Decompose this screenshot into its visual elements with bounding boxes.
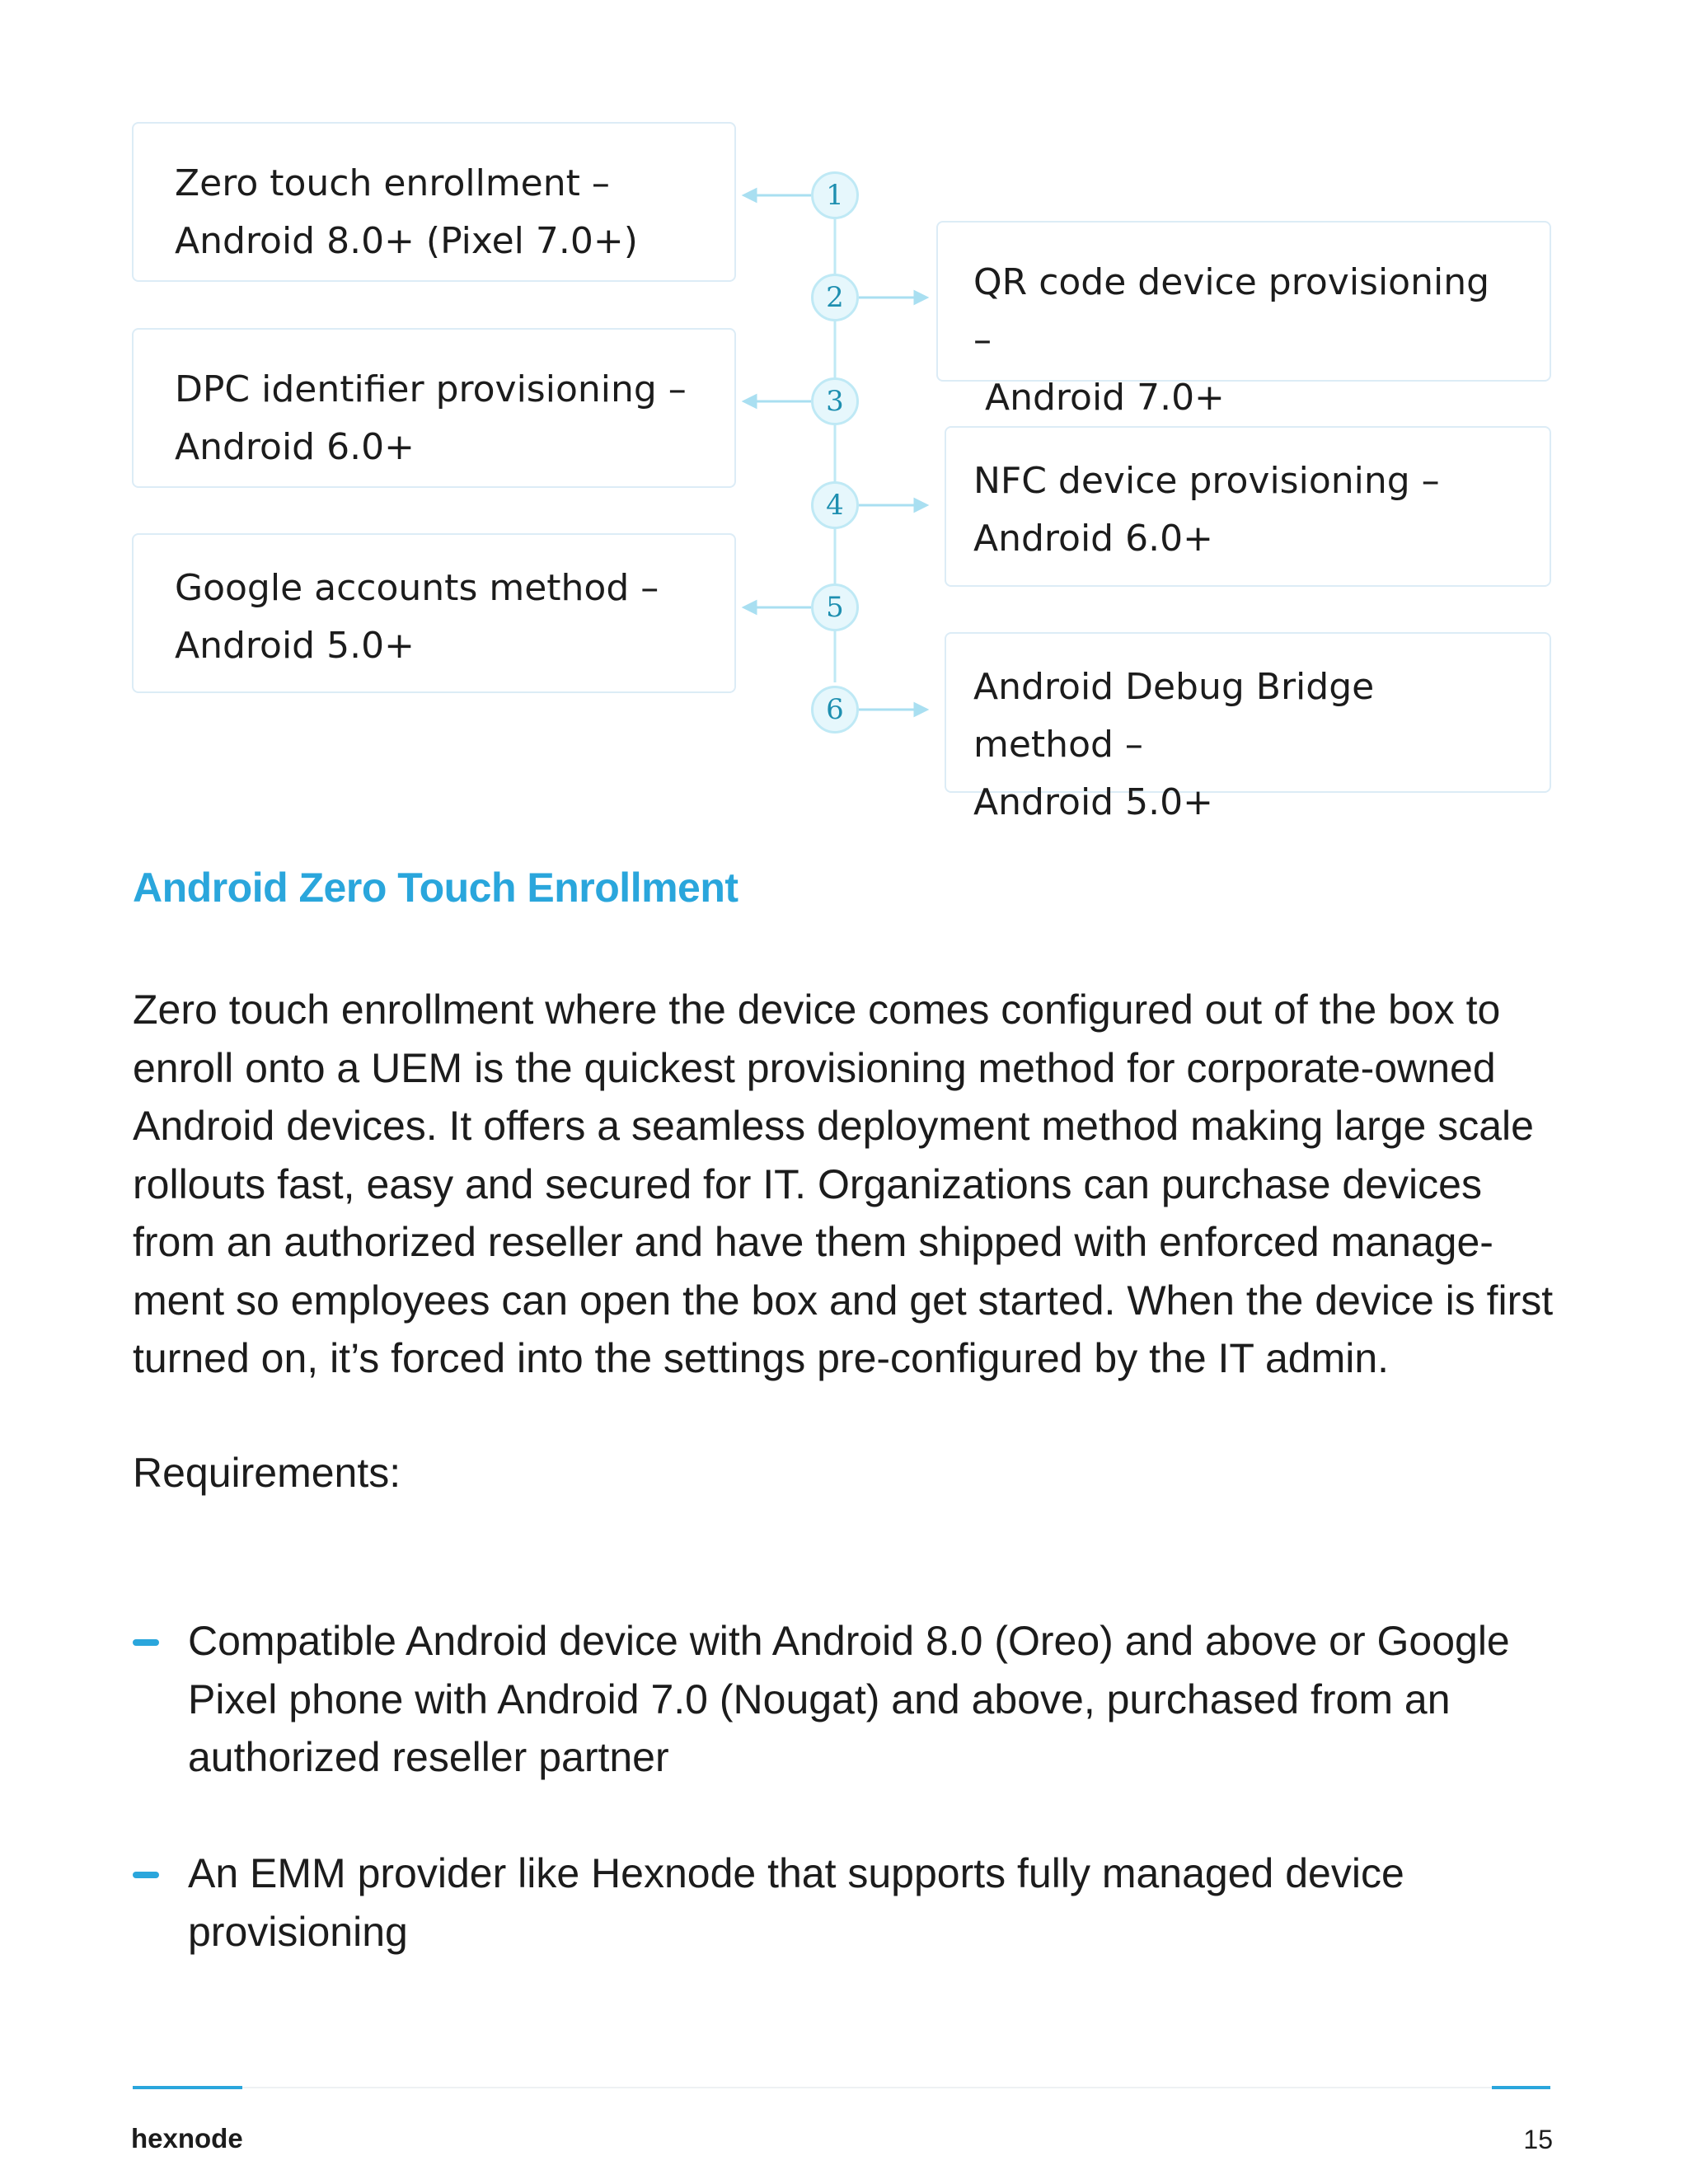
method-title: Android Debug Bridge method – xyxy=(973,666,1375,766)
requirement-item xyxy=(133,1844,1567,1961)
method-version: Android 6.0+ xyxy=(175,426,415,468)
method-box-qr-code xyxy=(936,221,1551,419)
provisioning-methods-diagram xyxy=(0,0,1688,824)
arrow-1-head xyxy=(744,190,756,201)
arrow-2-head xyxy=(915,292,926,303)
dash-bullet-icon xyxy=(133,1639,159,1646)
hexnode-logo: hexnode xyxy=(131,2123,243,2154)
method-box-nfc xyxy=(945,426,1551,587)
requirements-label: Requirements: xyxy=(133,1450,401,1496)
method-box-adb xyxy=(945,632,1551,823)
method-box-google-accounts xyxy=(132,533,736,693)
dash-bullet-icon xyxy=(133,1872,159,1878)
arrow-3-head xyxy=(744,396,756,407)
requirement-item xyxy=(133,1612,1567,1787)
arrow-6-head xyxy=(915,704,926,715)
method-version: Android 5.0+ xyxy=(973,781,1213,823)
section-title: Android Zero Touch Enrollment xyxy=(133,865,738,911)
requirement-text: An EMM provider like Hexnode that supports fully managed device provisioning xyxy=(188,1850,1404,1955)
step-number-3: 3 xyxy=(811,377,859,425)
method-title: DPC identifier provisioning – xyxy=(175,368,687,410)
arrow-5-head xyxy=(744,602,756,613)
footer-divider xyxy=(133,2087,1550,2088)
method-title: QR code device provisioning – xyxy=(973,261,1490,361)
requirement-text: Compatible Android device with Android 8.0 (Oreo) and above or Google Pixel phone with Android 7.0 (Nougat) and above, purchased from an authorized reseller partner xyxy=(188,1618,1510,1780)
arrow-4-head xyxy=(915,499,926,511)
method-title: Zero touch enrollment – xyxy=(175,162,610,204)
step-number-1: 1 xyxy=(811,171,859,219)
step-number-4: 4 xyxy=(811,481,859,529)
method-box-dpc-identifier xyxy=(132,328,736,488)
method-title: NFC device provisioning – xyxy=(973,460,1440,502)
method-version: Android 7.0+ xyxy=(973,377,1225,419)
method-version: Android 6.0+ xyxy=(973,518,1213,560)
page-number: 15 xyxy=(1523,2125,1553,2154)
method-version: Android 8.0+ (Pixel 7.0+) xyxy=(175,220,638,262)
step-number-6: 6 xyxy=(811,686,859,733)
method-box-zero-touch xyxy=(132,122,736,282)
step-number-2: 2 xyxy=(811,274,859,321)
method-version: Android 5.0+ xyxy=(175,625,415,667)
body-paragraph: Zero touch enrollment where the device comes configured out of the box to enroll onto a UEM is the quickest provisioning method for corporate-owned Android devices. It offers a seamless deployment method making large scale rollouts fast, easy and secured for IT. Organizations can purchase devices from an authorized reseller and have them shipped with enforced manage-ment so employees can open the box and get started. When the device is first turned on, it’s forced into the settings pre-configured by the IT admin. xyxy=(133,987,1554,1381)
footer-accent-right xyxy=(1492,2086,1550,2089)
step-number-5: 5 xyxy=(811,583,859,631)
footer-accent-left xyxy=(133,2086,242,2089)
method-title: Google accounts method – xyxy=(175,567,659,609)
